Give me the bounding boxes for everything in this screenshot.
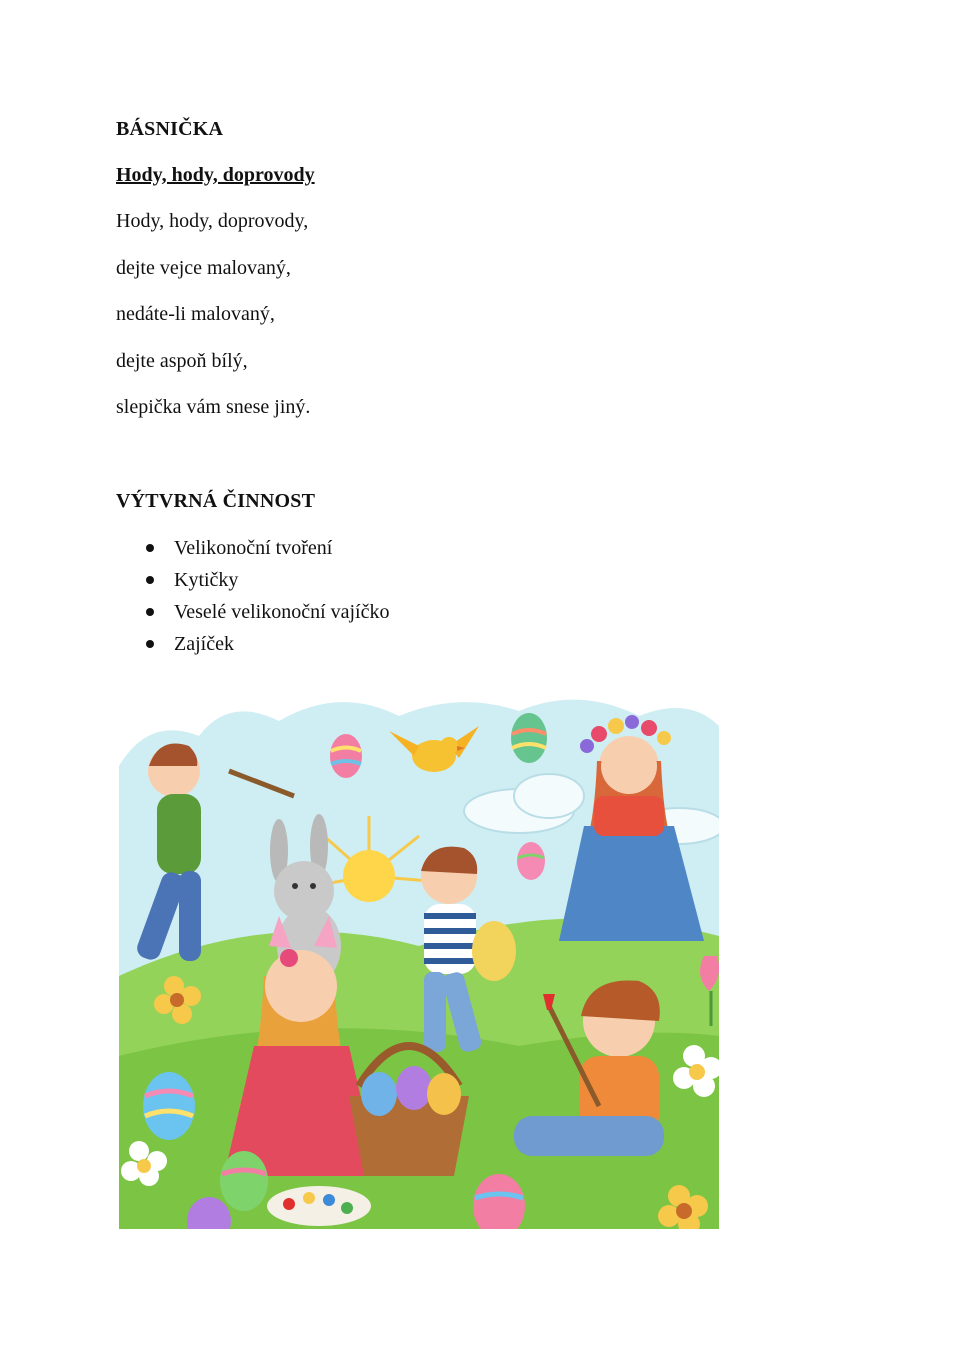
egg-icon <box>330 734 362 778</box>
egg-icon <box>517 842 545 880</box>
activity-list <box>116 534 390 662</box>
list-item-label: Velikonoční tvoření <box>174 537 333 559</box>
list-item-label: Veselé velikonoční vajíčko <box>174 601 390 623</box>
egg-icon <box>220 1151 268 1211</box>
bullet-icon <box>146 608 154 616</box>
list-item <box>116 598 390 630</box>
list-item <box>116 534 390 566</box>
egg-icon <box>511 713 547 763</box>
poem-line: slepička vám snese jiný. <box>116 396 311 418</box>
list-item-label: Zajíček <box>174 633 234 655</box>
easter-illustration <box>119 676 719 1229</box>
list-item-label: Kytičky <box>174 569 239 591</box>
bullet-icon <box>146 640 154 648</box>
list-item <box>116 566 390 598</box>
egg-icon <box>143 1072 195 1140</box>
poem-line: Hody, hody, doprovody, <box>116 210 309 232</box>
poem-title: Hody, hody, doprovody <box>116 164 315 186</box>
bullet-icon <box>146 544 154 552</box>
poem-line: nedáte-li malovaný, <box>116 303 275 325</box>
bullet-icon <box>146 576 154 584</box>
list-item <box>116 630 390 662</box>
poem-line: dejte vejce malovaný, <box>116 257 291 279</box>
poem-line: dejte aspoň bílý, <box>116 350 248 372</box>
art-section-heading: VÝTVRNÁ ČINNOST <box>116 490 316 512</box>
paint-palette-icon <box>267 1186 371 1226</box>
poem-section-heading: BÁSNIČKA <box>116 118 224 140</box>
